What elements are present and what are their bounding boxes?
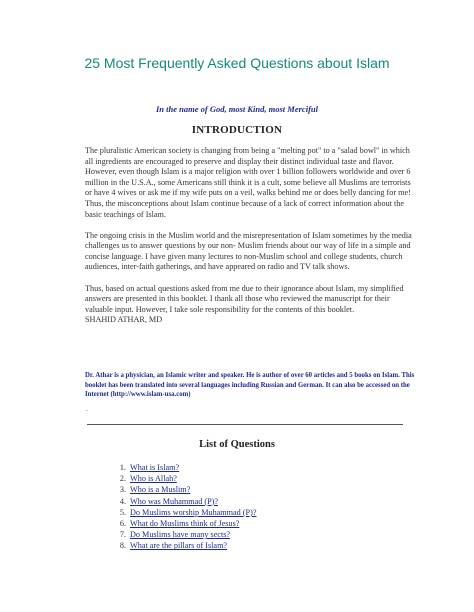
question-link[interactable]: Do Muslims have many sects?	[130, 530, 231, 540]
question-number: 2.	[119, 474, 126, 484]
author-bio-close: )	[188, 391, 191, 399]
question-link[interactable]: What are the pillars of Islam?	[130, 541, 228, 551]
question-link[interactable]: Who is Allah?	[130, 474, 177, 484]
list-item	[112, 473, 256, 484]
introduction-heading: INTRODUCTION	[191, 124, 283, 136]
question-number: 6.	[119, 519, 126, 529]
intro-paragraph-text: Thus, based on actual questions asked from me due to their ignorance about Islam, my simplified answers are presented in this booklet. I thank all those who reviewed the manuscript for their valuable input. However, I take sole responsibility for the contents of this booklet.	[85, 283, 404, 314]
introduction-body	[85, 146, 415, 326]
question-number: 7.	[119, 530, 126, 540]
author-bio-text: Dr. Athar is a physician, an Islamic writer and speaker. He is author of over 60 articles and 5 books on Islam. This booklet has been translated into several languages including Russian and German. It can also be accessed on the Internet (	[85, 372, 415, 399]
list-item	[112, 540, 256, 551]
section-divider	[87, 424, 403, 425]
author-bio	[85, 371, 415, 400]
question-link[interactable]: Do Muslims worship Muhammad (P)?	[130, 507, 257, 517]
list-item	[112, 496, 256, 507]
question-link[interactable]: Who is a Muslim?	[130, 485, 191, 495]
list-item	[112, 462, 256, 473]
question-list	[112, 462, 256, 552]
invocation: In the name of God, most Kind, most Merciful	[156, 104, 318, 114]
question-number: 3.	[119, 485, 126, 495]
list-item	[112, 529, 256, 540]
website-link[interactable]: http://www.islam-usa.com	[112, 391, 189, 399]
question-number: 5.	[119, 507, 126, 517]
question-list-heading: List of Questions	[199, 439, 275, 450]
intro-paragraph	[85, 284, 415, 326]
author-signature: SHAHID ATHAR, MD	[85, 315, 163, 325]
question-number: 8.	[119, 541, 126, 551]
question-link[interactable]: What is Islam?	[130, 463, 180, 472]
stray-dot: .	[86, 405, 88, 413]
question-number: 4.	[119, 496, 126, 506]
intro-paragraph: The pluralistic American society is changing from being a "melting pot" to a "salad bowl" in which all ingredients are encouraged to preserve and display their distinct individual taste and flavor. However, even though Islam is a major religion with over 1 billion followers worldwide and over 6 million in the U.S.A., some Americans still think it is a cult, some believe all Muslims are terrorists or have 4 wives or ask me if my wife puts on a veil, walks behind me or does belly dancing for me! Thus, the misconceptions about Islam continue because of a lack of correct information about the basic teachings of Islam.	[85, 146, 411, 219]
document-title: 25 Most Frequently Asked Questions about Islam	[84, 55, 390, 71]
list-item	[112, 484, 256, 495]
list-item	[112, 507, 256, 518]
question-number: 1.	[119, 463, 126, 472]
list-item	[112, 518, 256, 529]
question-link[interactable]: Who was Muhammad (P)?	[130, 496, 218, 506]
intro-paragraph: The ongoing crisis in the Muslim world and the misrepresentation of Islam sometimes by the media challenges us to answer questions by our non- Muslim friends about our way of life in a simple and concise language. I have given many lectures to non-Muslim school and college students, church audiences, inter-faith gatherings, and have appeared on radio and TV talk shows.	[85, 230, 412, 272]
question-link[interactable]: What do Muslims think of Jesus?	[130, 519, 240, 529]
